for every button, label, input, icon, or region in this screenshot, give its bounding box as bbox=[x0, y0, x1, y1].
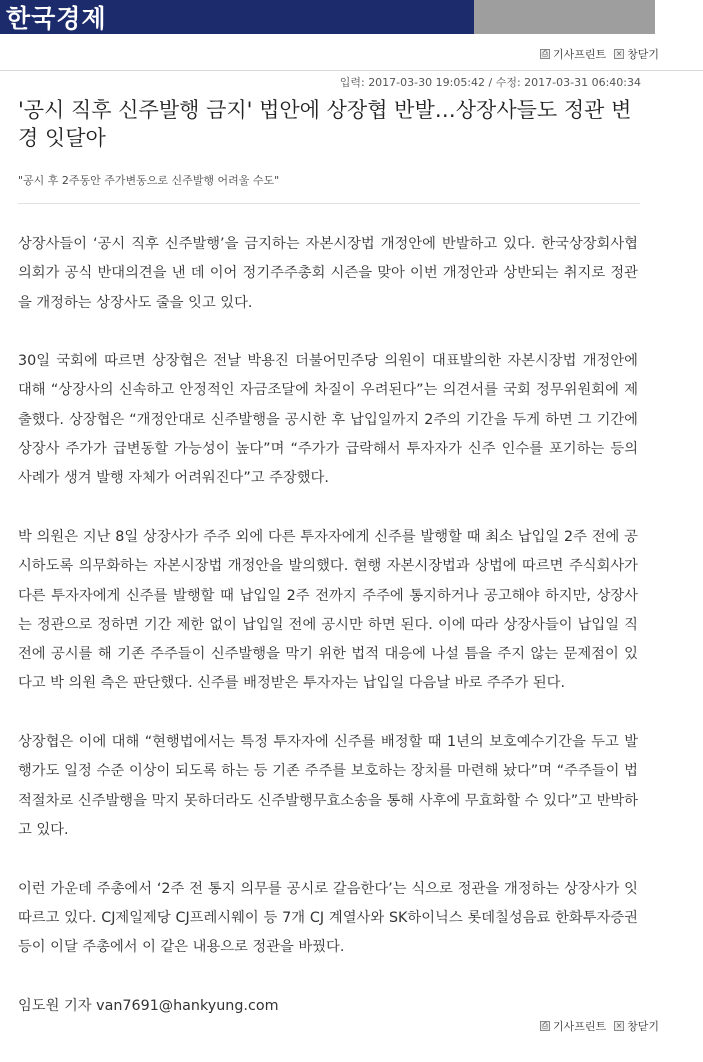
article-paragraph: 박 의원은 지난 8일 상장사가 주주 외에 다른 투자자에게 신주를 발행할 때 최소 납입일 2주 전에 공시하도록 의무화하는 자본시장법 개정안을 발의했다. 현행 자본시장법과 상법에 따르면 주식회사가 다른 투자자에게 신주를 발행할 때 납입일 2주 전까지 주주에 통지하거나 공고해야 하지만, 상장사는 정관으로 정하면 기간 제한 없이 납입일 전에 공시만 하면 된다. 이에 따라 상장사들이 납입일 직전에 공시를 해 기존 주주들이 신주발행을 막기 위한 법적 대응에 나설 틈을 주지 않는 문제점이 있다고 박 의원 측은 판단했다. 신주를 배정받은 투자자는 납입일 다음날 바로 주주가 된다. bbox=[18, 528, 638, 692]
title-divider bbox=[18, 203, 640, 204]
site-logo: 한국경제 bbox=[6, 4, 107, 33]
close-icon: × bbox=[615, 49, 623, 58]
printer-icon: ⎙ bbox=[541, 1021, 549, 1030]
article-body bbox=[18, 230, 638, 1021]
print-button[interactable] bbox=[540, 46, 606, 62]
article-paragraph: 상장협은 이에 대해 “현행법에서는 특정 투자자에 신주를 배정할 때 1년의 보호예수기간을 두고 발행가도 일정 수준 이상이 되도록 하는 등 기존 주주를 보호하는 장치를 마련해 놨다”며 “주주들이 법적절차로 신주발행을 막지 못하더라도 신주발행무효소송을 통해 사후에 무효화할 수 있다”고 반박하고 있다. bbox=[18, 734, 638, 838]
print-button[interactable] bbox=[540, 1018, 606, 1034]
print-label: 기사프린트 bbox=[552, 48, 607, 61]
close-icon: × bbox=[615, 1021, 623, 1030]
print-label: 기사프린트 bbox=[552, 1020, 607, 1033]
article-dates: 입력: 2017-03-30 19:05:42 / 수정: 2017-03-31 06:40:34 bbox=[339, 76, 641, 89]
article-paragraph: 이런 가운데 주총에서 ‘2주 전 통지 의무를 공시로 갈음한다’는 식으로 정관을 개정하는 상장사가 잇따르고 있다. CJ제일제당 CJ프레시웨이 등 7개 CJ 계열사와 SK하이닉스 롯데칠성음료 한화투자증권 등이 이달 주총에서 이 같은 내용으로 정관을 바꿨다. bbox=[18, 880, 638, 956]
close-label: 창닫기 bbox=[627, 48, 659, 61]
printer-icon: ⎙ bbox=[541, 49, 549, 58]
article-byline: 임도원 기자 van7691@hankyung.com bbox=[18, 997, 279, 1014]
logo-bar bbox=[0, 0, 474, 34]
close-window-button[interactable] bbox=[614, 46, 659, 62]
site-header bbox=[0, 0, 655, 34]
close-label: 창닫기 bbox=[627, 1020, 659, 1033]
article-paragraph: 30일 국회에 따르면 상장협은 전날 박용진 더불어민주당 의원이 대표발의한 자본시장법 개정안에 대해 “상장사의 신속하고 안정적인 자금조달에 차질이 우려된다”는 의견서를 국회 정무위원회에 제출했다. 상장협은 “개정안대로 신주발행을 공시한 후 납입일까지 2주의 기간을 두게 하면 그 기간에 상장사 주가가 급변동할 가능성이 높다”며 “주가가 급락해서 투자자가 신주 인수를 포기하는 등의 사례가 생겨 발행 자체가 어려워진다”고 주장했다. bbox=[18, 353, 638, 487]
article-toolbar-bottom bbox=[540, 1018, 659, 1034]
article-title: '공시 직후 신주발행 금지' 법안에 상장협 반발…상장사들도 정관 변경 잇달아 bbox=[18, 98, 632, 150]
article-subtitle: "공시 후 2주동안 주가변동으로 신주발행 어려울 수도" bbox=[18, 174, 280, 187]
article-toolbar-top bbox=[540, 46, 659, 62]
close-window-button[interactable] bbox=[614, 1018, 659, 1034]
divider bbox=[0, 70, 703, 71]
header-side-bar bbox=[474, 0, 655, 34]
article-paragraph: 상장사들이 ‘공시 직후 신주발행’을 금지하는 자본시장법 개정안에 반발하고 있다. 한국상장회사협의회가 공식 반대의견을 낸 데 이어 정기주주총회 시즌을 맞아 이번 개정안과 상반되는 취지로 정관을 개정하는 상장사도 줄을 잇고 있다. bbox=[18, 236, 638, 311]
